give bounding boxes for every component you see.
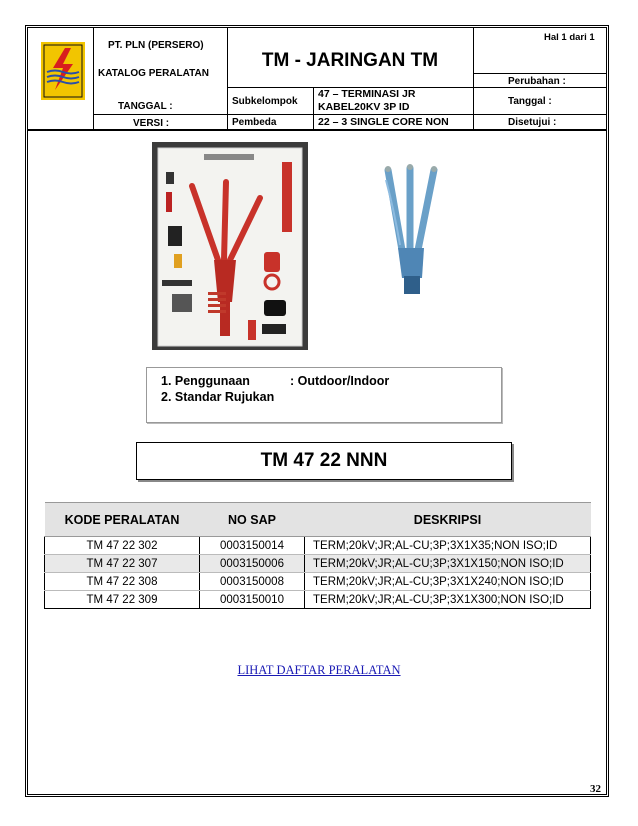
cell-kode: TM 47 22 309 <box>45 591 200 609</box>
cell-kode: TM 47 22 308 <box>45 573 200 591</box>
pembeda-value: 22 – 3 SINGLE CORE NON <box>318 116 449 128</box>
table-row <box>45 591 591 609</box>
disetujui-label: Disetujui : <box>508 117 557 128</box>
page-number: 32 <box>590 783 601 795</box>
page-counter: Hal 1 dari 1 <box>544 32 595 43</box>
standard-label: 2. Standar Rujukan <box>161 390 275 404</box>
equipment-table <box>44 502 591 609</box>
cell-deskripsi: TERM;20kV;JR;AL-CU;3P;3X1X300;NON ISO;ID <box>305 591 591 609</box>
cell-kode: TM 47 22 302 <box>45 537 200 555</box>
perubahan-label: Perubahan : <box>508 76 566 87</box>
usage-value: : Outdoor/Indoor <box>290 374 390 388</box>
catalog-header <box>28 28 606 131</box>
cell-deskripsi: TERM;20kV;JR;AL-CU;3P;3X1X240;NON ISO;ID <box>305 573 591 591</box>
cell-nosap: 0003150014 <box>200 537 305 555</box>
table-row <box>45 555 591 573</box>
cell-deskripsi: TERM;20kV;JR;AL-CU;3P;3X1X150;NON ISO;ID <box>305 555 591 573</box>
tanggal-label-left: TANGGAL : <box>118 101 173 112</box>
pln-logo-icon <box>41 42 85 100</box>
cell-kode: TM 47 22 307 <box>45 555 200 573</box>
tanggal-label-right: Tanggal : <box>508 96 552 107</box>
cable-termination-photo <box>372 160 452 300</box>
equipment-list-link[interactable]: LIHAT DAFTAR PERALATAN <box>237 663 401 677</box>
table-row <box>45 573 591 591</box>
usage-label: 1. Penggunaan <box>161 374 250 388</box>
cell-nosap: 0003150010 <box>200 591 305 609</box>
company-name: PT. PLN (PERSERO) <box>108 40 204 51</box>
cell-deskripsi: TERM;20kV;JR;AL-CU;3P;3X1X35;NON ISO;ID <box>305 537 591 555</box>
pembeda-label: Pembeda <box>232 117 277 128</box>
subkelompok-value: 47 – TERMINASI JR KABEL20KV 3P ID <box>318 88 416 113</box>
table-row <box>45 537 591 555</box>
termination-kit-photo <box>152 142 308 350</box>
info-box <box>146 367 502 423</box>
equipment-code: TM 47 22 NNN <box>136 442 512 480</box>
table-header-row <box>45 503 591 537</box>
cell-nosap: 0003150006 <box>200 555 305 573</box>
col-deskripsi: DESKRIPSI <box>305 503 591 537</box>
col-kode: KODE PERALATAN <box>45 503 200 537</box>
catalog-label: KATALOG PERALATAN <box>98 68 209 79</box>
cell-nosap: 0003150008 <box>200 573 305 591</box>
col-nosap: NO SAP <box>200 503 305 537</box>
page-title: TM - JARINGAN TM <box>261 50 439 71</box>
subkelompok-label: Subkelompok <box>232 96 298 107</box>
versi-label: VERSI : <box>133 118 170 129</box>
